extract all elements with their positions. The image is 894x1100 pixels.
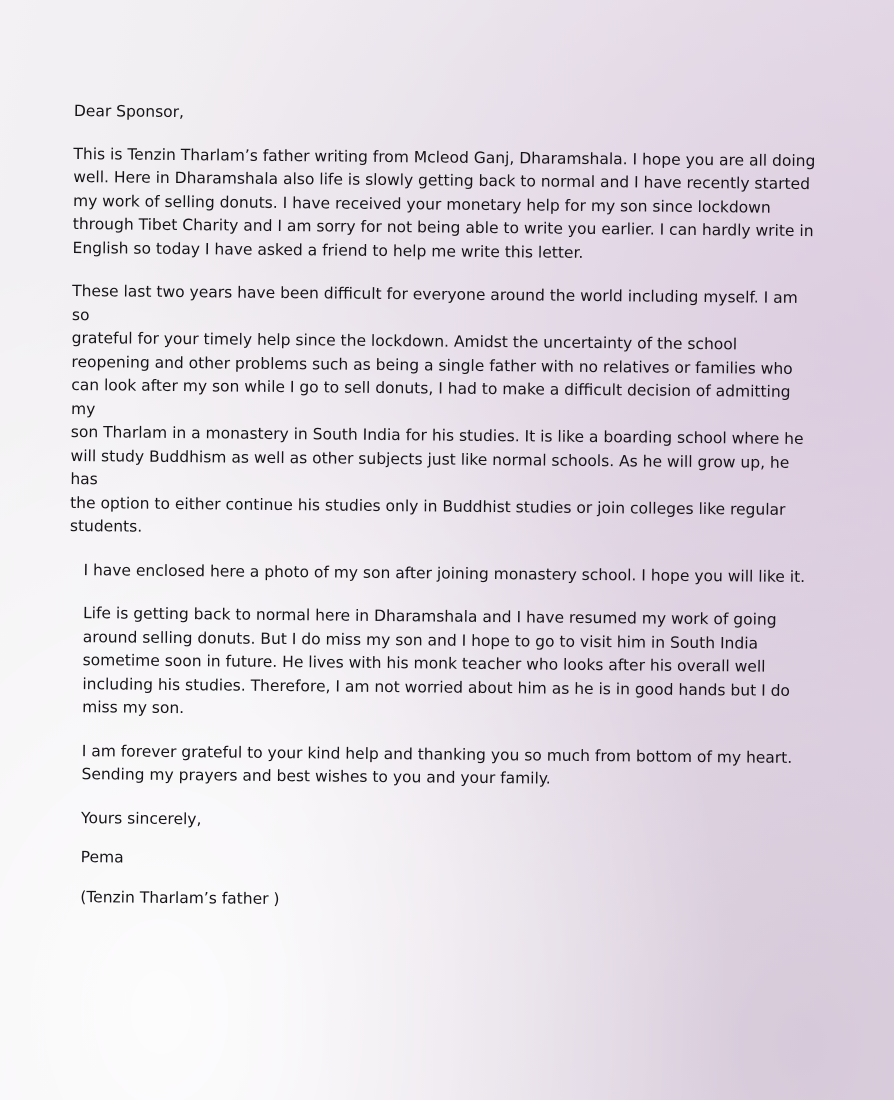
- signature-name: Pema: [80, 848, 124, 867]
- letter-greeting: Dear Sponsor,: [73, 101, 185, 122]
- paragraph-gratitude: I am forever grateful to your kind help and thanking you so much from bottom of my heart. Sending my prayers and best wishes to you and your family.: [81, 741, 793, 788]
- letter-body: [66, 100, 819, 936]
- paragraph-life-back-to-normal: Life is getting back to normal here in Dharamshala and I have resumed my work of going around selling donuts. But I do miss my son and I hope to go to visit him in South India sometime soon in future. He lives with his monk teacher who looks after his overall well including his studies. Therefore, I am not worried about him as he is in good hands but I do miss my son.: [82, 604, 791, 718]
- paragraph-introduction: This is Tenzin Tharlam’s father writing from Mcleod Ganj, Dharamshala. I hope you are all doing well. Here in Dharamshala also life is slowly getting back to normal and I have recently started my work of selling donuts. I have received your monetary help for my son since lockdown through Tibet Charity and I am sorry for not being able to write you earlier. I can hardly write in English so today I have asked a friend to help me write this letter.: [72, 144, 816, 262]
- paragraph-enclosed-photo: I have enclosed here a photo of my son after joining monastery school. I hope you will like it.: [83, 560, 806, 586]
- paragraph-last-two-years: These last two years have been difficult for everyone around the world including myself. I am so grateful for your timely help since the lockdown. Amidst the uncertainty of the school reopening and other problems such as being a single father with no relatives or families who can look after my son while I go to sell donuts, I had to make a difficult decision of admitting my son Tharlam in a monastery in South India for his studies. It is like a boarding school where he will study Buddhism as well as other subjects just like normal schools. As he will grow up, he has the option to either continue his studies only in Buddhist studies or join colleges like regular students.: [69, 281, 804, 536]
- letter-closing: Yours sincerely,: [81, 808, 202, 828]
- signature-relation: (Tenzin Tharlam’s father ): [80, 887, 280, 908]
